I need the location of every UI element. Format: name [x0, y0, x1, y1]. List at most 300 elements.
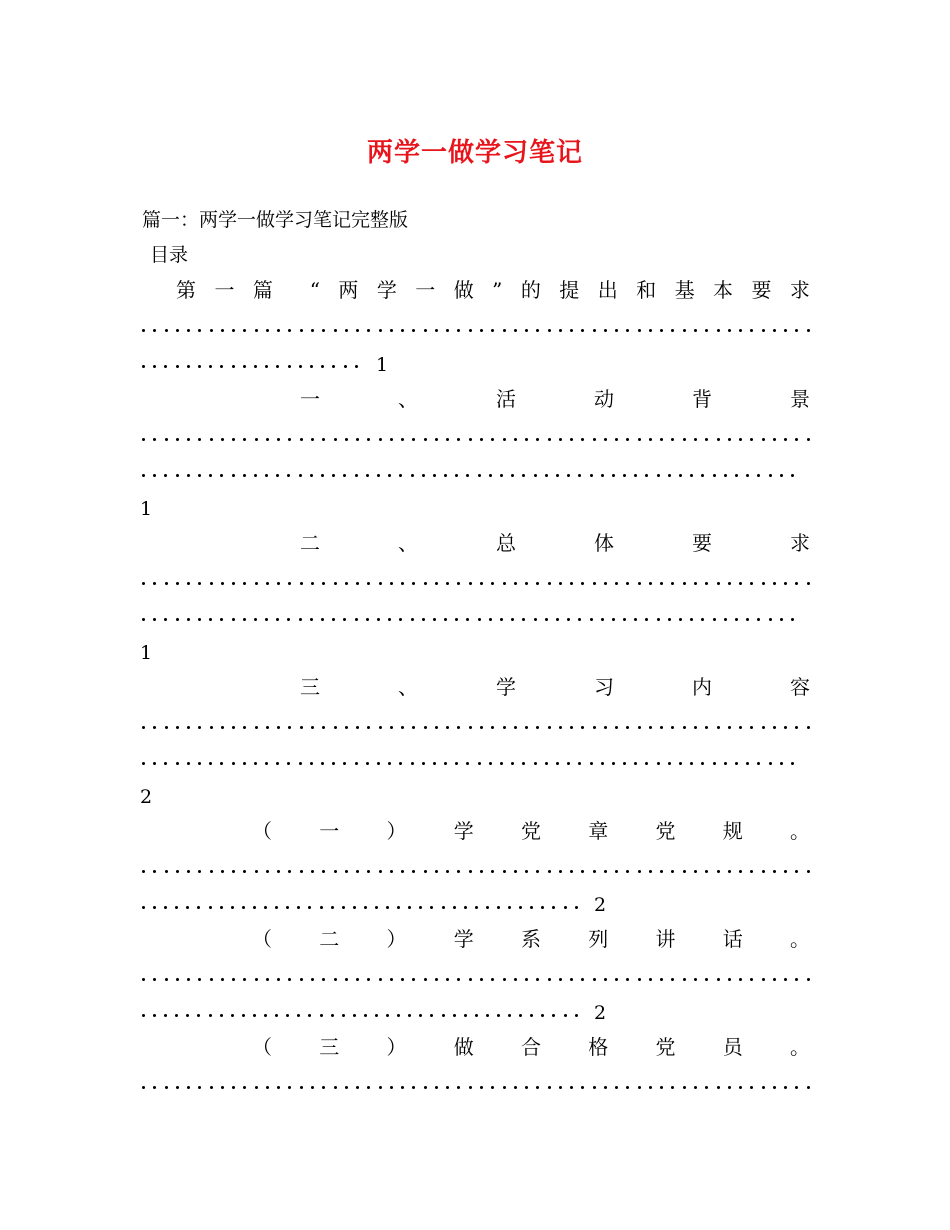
toc-char: 三 — [300, 675, 320, 699]
leader-dot — [604, 329, 607, 332]
leader-dot — [288, 1086, 291, 1089]
leader-dot — [556, 762, 559, 765]
leader-dot — [623, 618, 626, 621]
leader-dot — [424, 978, 427, 981]
leader-dot — [514, 329, 517, 332]
leader-dot — [243, 1086, 246, 1089]
leader-dot — [412, 1086, 415, 1089]
leader-dot — [457, 726, 460, 729]
leader-dot — [746, 618, 749, 621]
chapter-subtitle: 篇一：两学一做学习笔记完整版 — [142, 209, 409, 231]
leader-dot — [570, 582, 573, 585]
leader-dot — [590, 474, 593, 477]
toc-char: 本 — [713, 278, 734, 302]
leader-dot — [446, 329, 449, 332]
leader-dot — [769, 474, 772, 477]
leader-dot — [638, 870, 641, 873]
toc-char: 、 — [398, 387, 418, 411]
leader-dot — [536, 1086, 539, 1089]
leader-dot — [491, 978, 494, 981]
leader-dot — [519, 1014, 522, 1017]
leader-dot — [660, 870, 663, 873]
leader-dot — [198, 1086, 201, 1089]
leader-dot — [311, 582, 314, 585]
toc-char: ） — [386, 927, 407, 951]
leader-dot — [209, 906, 212, 909]
leader-dot — [331, 1014, 334, 1017]
leader-dot — [671, 978, 674, 981]
toc-char: 。 — [790, 819, 810, 843]
toc-char: 列 — [588, 927, 609, 951]
leader-dot — [807, 1086, 810, 1089]
leader-dot — [735, 618, 738, 621]
leader-dot — [424, 438, 427, 441]
leader-dot — [221, 582, 224, 585]
leader-dot — [322, 870, 325, 873]
leader-dot — [275, 906, 278, 909]
leader-dot — [615, 870, 618, 873]
leader-dot — [552, 1014, 555, 1017]
leader-dot — [197, 1014, 200, 1017]
leader-dot — [604, 978, 607, 981]
leader-dot — [288, 870, 291, 873]
leader-dot — [762, 978, 765, 981]
toc-leader-dots — [142, 859, 810, 883]
leader-dot — [480, 1086, 483, 1089]
leader-dot — [593, 329, 596, 332]
toc-entry-heading — [176, 278, 810, 302]
leader-dot — [694, 726, 697, 729]
leader-dot — [724, 474, 727, 477]
leader-dot — [210, 1086, 213, 1089]
leader-dot — [176, 870, 179, 873]
leader-dot — [570, 438, 573, 441]
leader-dot — [390, 978, 393, 981]
leader-dot — [300, 438, 303, 441]
leader-dot — [705, 978, 708, 981]
leader-dot — [356, 582, 359, 585]
leader-dot — [446, 438, 449, 441]
leader-dot — [412, 438, 415, 441]
toc-leader-dots — [142, 967, 810, 991]
leader-dot — [311, 726, 314, 729]
leader-dot — [187, 474, 190, 477]
leader-dot — [255, 726, 258, 729]
leader-dot — [164, 365, 167, 368]
leader-dot — [623, 762, 626, 765]
leader-dot — [807, 329, 810, 332]
leader-dot — [762, 726, 765, 729]
leader-dot — [762, 438, 765, 441]
leader-dot — [287, 762, 290, 765]
leader-dot — [142, 978, 145, 981]
leader-dot — [334, 870, 337, 873]
leader-dot — [165, 582, 168, 585]
leader-dot — [176, 726, 179, 729]
leader-dot — [142, 1086, 145, 1089]
leader-dot — [356, 978, 359, 981]
leader-dot — [762, 582, 765, 585]
leader-dot — [243, 329, 246, 332]
leader-dot — [525, 1086, 528, 1089]
leader-dot — [232, 474, 235, 477]
leader-dot — [649, 582, 652, 585]
leader-dot — [638, 1086, 641, 1089]
leader-dot — [187, 438, 190, 441]
leader-dot — [442, 906, 445, 909]
leader-dot — [286, 1014, 289, 1017]
leader-dot — [401, 438, 404, 441]
toc-char: 合 — [521, 1035, 541, 1059]
leader-dot — [254, 762, 257, 765]
leader-dot — [784, 329, 787, 332]
leader-dot — [559, 978, 562, 981]
leader-dot — [277, 1086, 280, 1089]
leader-dot — [626, 582, 629, 585]
leader-dot — [683, 582, 686, 585]
leader-dot — [332, 474, 335, 477]
leader-dot — [297, 1014, 300, 1017]
leader-dot — [356, 1086, 359, 1089]
toc-char: 党 — [655, 819, 676, 843]
leader-dot — [142, 474, 145, 477]
leader-dot — [559, 1086, 562, 1089]
leader-dot — [728, 329, 731, 332]
leader-dot — [232, 726, 235, 729]
leader-dot — [355, 618, 358, 621]
leader-dot — [660, 726, 663, 729]
leader-dot — [536, 870, 539, 873]
toc-char: 基 — [674, 278, 695, 302]
leader-dot — [153, 762, 156, 765]
leader-dot — [668, 762, 671, 765]
leader-dot — [342, 1014, 345, 1017]
leader-dot — [638, 329, 641, 332]
leader-dot — [367, 329, 370, 332]
leader-dot — [288, 582, 291, 585]
leader-dot — [221, 438, 224, 441]
leader-dot — [187, 978, 190, 981]
leader-dot — [705, 870, 708, 873]
leader-dot — [739, 582, 742, 585]
leader-dot — [288, 365, 291, 368]
leader-dot — [424, 1086, 427, 1089]
leader-dot — [567, 762, 570, 765]
leader-dot — [232, 329, 235, 332]
leader-dot — [497, 1014, 500, 1017]
leader-dot — [444, 474, 447, 477]
leader-dot — [142, 329, 145, 332]
leader-dot — [717, 978, 720, 981]
leader-dot — [153, 329, 156, 332]
toc-char: ） — [386, 1035, 407, 1059]
leader-dot — [612, 474, 615, 477]
toc-char: 篇 — [252, 278, 273, 302]
leader-dot — [353, 906, 356, 909]
leader-dot — [209, 1014, 212, 1017]
leader-dot — [264, 1014, 267, 1017]
leader-dot — [164, 1014, 167, 1017]
leader-dot — [276, 474, 279, 477]
toc-page-number: 2 — [594, 1002, 607, 1024]
leader-dot — [552, 906, 555, 909]
leader-dot — [480, 582, 483, 585]
leader-dot — [503, 978, 506, 981]
leader-dot — [612, 762, 615, 765]
leader-dot — [522, 762, 525, 765]
leader-dot — [187, 329, 190, 332]
leader-dot — [153, 906, 156, 909]
leader-dot — [187, 870, 190, 873]
leader-dot — [545, 474, 548, 477]
leader-dot — [164, 762, 167, 765]
leader-dot — [590, 618, 593, 621]
leader-dot — [784, 726, 787, 729]
leader-dot — [466, 474, 469, 477]
leader-dot — [343, 618, 346, 621]
leader-dot — [626, 870, 629, 873]
leader-dot — [176, 365, 179, 368]
leader-dot — [297, 906, 300, 909]
leader-dot — [412, 726, 415, 729]
leader-dot — [320, 906, 323, 909]
leader-dot — [508, 906, 511, 909]
leader-dot — [791, 762, 794, 765]
leader-dot — [266, 582, 269, 585]
leader-dot — [277, 726, 280, 729]
leader-dot — [187, 365, 190, 368]
leader-dot — [717, 329, 720, 332]
leader-dot — [491, 1086, 494, 1089]
leader-dot — [475, 1014, 478, 1017]
leader-dot — [694, 1086, 697, 1089]
leader-dot — [649, 870, 652, 873]
toc-char: ” — [492, 278, 503, 302]
leader-dot — [424, 582, 427, 585]
leader-dot — [530, 906, 533, 909]
leader-dot — [308, 906, 311, 909]
leader-dot — [164, 474, 167, 477]
toc-leader-dots — [142, 571, 810, 595]
leader-dot — [220, 762, 223, 765]
leader-dot — [671, 438, 674, 441]
leader-dot — [142, 1014, 145, 1017]
toc-leader-dots — [142, 1003, 578, 1027]
leader-dot — [332, 762, 335, 765]
toc-char: 一 — [415, 278, 436, 302]
toc-char: 习 — [594, 675, 614, 699]
leader-dot — [422, 618, 425, 621]
leader-dot — [694, 870, 697, 873]
leader-dot — [570, 726, 573, 729]
leader-dot — [321, 474, 324, 477]
leader-dot — [243, 618, 246, 621]
leader-dot — [411, 762, 414, 765]
leader-dot — [480, 978, 483, 981]
leader-dot — [724, 762, 727, 765]
leader-dot — [511, 618, 514, 621]
leader-dot — [299, 474, 302, 477]
leader-dot — [645, 618, 648, 621]
leader-dot — [762, 1086, 765, 1089]
leader-dot — [593, 978, 596, 981]
leader-dot — [581, 1086, 584, 1089]
leader-dot — [198, 870, 201, 873]
leader-dot — [769, 762, 772, 765]
leader-dot — [626, 978, 629, 981]
leader-dot — [773, 329, 776, 332]
leader-dot — [713, 474, 716, 477]
toc-leader-dots — [142, 427, 810, 451]
leader-dot — [503, 438, 506, 441]
toc-entry-section — [300, 531, 810, 555]
leader-dot — [153, 474, 156, 477]
leader-dot — [575, 906, 578, 909]
leader-dot — [276, 762, 279, 765]
leader-dot — [435, 582, 438, 585]
leader-dot — [401, 329, 404, 332]
leader-dot — [807, 978, 810, 981]
leader-dot — [142, 582, 145, 585]
leader-dot — [345, 978, 348, 981]
leader-dot — [750, 978, 753, 981]
leader-dot — [209, 762, 212, 765]
leader-dot — [514, 438, 517, 441]
leader-dot — [757, 762, 760, 765]
leader-dot — [578, 474, 581, 477]
leader-dot — [514, 582, 517, 585]
toc-char: 学 — [453, 819, 474, 843]
leader-dot — [446, 978, 449, 981]
leader-dot — [581, 978, 584, 981]
leader-dot — [491, 438, 494, 441]
leader-dot — [728, 726, 731, 729]
leader-dot — [210, 870, 213, 873]
leader-dot — [514, 1086, 517, 1089]
leader-dot — [489, 762, 492, 765]
leader-dot — [578, 618, 581, 621]
leader-dot — [375, 906, 378, 909]
leader-dot — [321, 618, 324, 621]
leader-dot — [795, 870, 798, 873]
leader-dot — [570, 870, 573, 873]
leader-dot — [299, 762, 302, 765]
leader-dot — [511, 474, 514, 477]
leader-dot — [343, 762, 346, 765]
leader-dot — [615, 329, 618, 332]
leader-dot — [548, 978, 551, 981]
leader-dot — [541, 1014, 544, 1017]
leader-dot — [444, 618, 447, 621]
toc-char: 背 — [692, 387, 712, 411]
toc-char: （ — [252, 927, 272, 951]
leader-dot — [690, 618, 693, 621]
toc-char: 求 — [790, 531, 810, 555]
leader-dot — [728, 582, 731, 585]
leader-dot — [556, 474, 559, 477]
leader-dot — [165, 978, 168, 981]
leader-dot — [334, 726, 337, 729]
leader-dot — [525, 726, 528, 729]
leader-dot — [176, 438, 179, 441]
toc-char: 动 — [594, 387, 614, 411]
leader-dot — [795, 1086, 798, 1089]
toc-char: 活 — [496, 387, 516, 411]
leader-dot — [701, 618, 704, 621]
leader-dot — [367, 1086, 370, 1089]
leader-dot — [265, 365, 268, 368]
leader-dot — [197, 906, 200, 909]
toc-char: 格 — [588, 1035, 609, 1059]
leader-dot — [795, 438, 798, 441]
leader-dot — [243, 870, 246, 873]
toc-char: 景 — [790, 387, 810, 411]
leader-dot — [142, 618, 145, 621]
leader-dot — [377, 762, 380, 765]
toc-entry-section — [300, 675, 810, 699]
leader-dot — [355, 762, 358, 765]
toc-char: 、 — [398, 531, 418, 555]
leader-dot — [478, 762, 481, 765]
leader-dot — [660, 978, 663, 981]
leader-dot — [232, 618, 235, 621]
leader-dot — [649, 1086, 652, 1089]
leader-dot — [705, 1086, 708, 1089]
leader-dot — [334, 582, 337, 585]
leader-dot — [728, 870, 731, 873]
leader-dot — [424, 870, 427, 873]
leader-dot — [412, 978, 415, 981]
leader-dot — [231, 906, 234, 909]
leader-dot — [401, 1086, 404, 1089]
leader-dot — [345, 1086, 348, 1089]
toc-leader-dots — [142, 715, 810, 739]
leader-dot — [408, 906, 411, 909]
leader-dot — [626, 438, 629, 441]
leader-dot — [176, 329, 179, 332]
leader-dot — [466, 618, 469, 621]
leader-dot — [412, 870, 415, 873]
leader-dot — [442, 1014, 445, 1017]
leader-dot — [311, 1086, 314, 1089]
leader-dot — [209, 365, 212, 368]
leader-dot — [401, 726, 404, 729]
leader-dot — [807, 726, 810, 729]
leader-dot — [242, 906, 245, 909]
leader-dot — [310, 762, 313, 765]
leader-dot — [739, 438, 742, 441]
leader-dot — [255, 438, 258, 441]
leader-dot — [701, 762, 704, 765]
leader-dot — [186, 1014, 189, 1017]
leader-dot — [243, 582, 246, 585]
leader-dot — [522, 618, 525, 621]
leader-dot — [773, 582, 776, 585]
toc-char: 系 — [521, 927, 541, 951]
leader-dot — [581, 870, 584, 873]
leader-dot — [165, 726, 168, 729]
leader-dot — [153, 1014, 156, 1017]
leader-dot — [683, 438, 686, 441]
toc-char: 。 — [790, 927, 810, 951]
toc-char: 学 — [376, 278, 397, 302]
leader-dot — [419, 1014, 422, 1017]
leader-dot — [593, 438, 596, 441]
leader-dot — [232, 762, 235, 765]
leader-dot — [668, 474, 671, 477]
leader-dot — [491, 329, 494, 332]
leader-dot — [277, 438, 280, 441]
